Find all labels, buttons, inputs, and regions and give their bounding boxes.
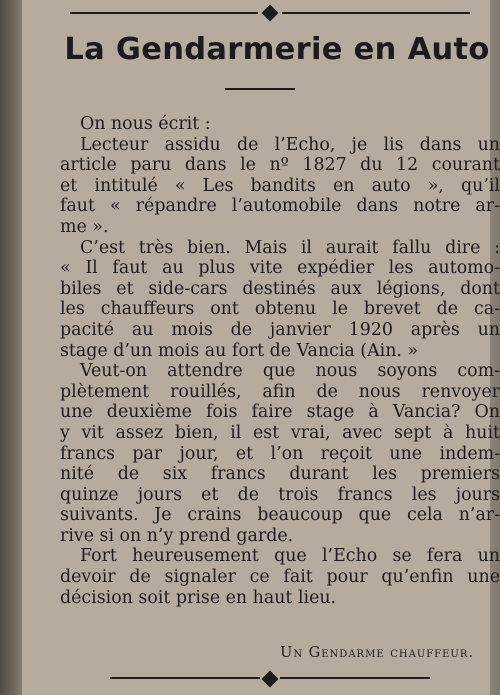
article-line: nité de six francs durant les premiers — [60, 464, 500, 485]
article-line: C’est très bien. Mais il aurait fallu dire : — [80, 237, 500, 258]
article-line: quinze jours et de trois francs les jours — [60, 484, 500, 505]
article-title: La Gendarmerie en Auto — [64, 32, 490, 67]
ornament-line-right — [282, 12, 470, 14]
ornament-line-left — [110, 677, 260, 679]
article-line: stage d’un mois au fort de Vancia (Ain. » — [60, 340, 419, 361]
article-line: biles et side-cars destinés aux légions, dont — [60, 278, 500, 299]
article-line: devoir de signaler ce fait pour qu’enfin une — [60, 567, 500, 588]
article-line: Lecteur assidu de l’Echo, je lis dans un — [80, 134, 500, 155]
article-line: une deuxième fois faire stage à Vancia? On — [60, 402, 500, 423]
article-line: pacité au mois de janvier 1920 après un — [60, 319, 500, 340]
article-line: francs par jour, et l’on reçoit une indem- — [60, 443, 500, 464]
article-body — [60, 114, 500, 608]
title-underline-rule — [225, 88, 295, 90]
article-line: plètement rouillés, afin de nous renvoyer — [60, 381, 500, 402]
article-line: décision soit prise en haut lieu. — [60, 587, 337, 608]
article-line: article paru dans le nº 1827 du 12 courant — [60, 155, 500, 176]
ornament-diamond — [262, 671, 279, 688]
article-line: les chauffeurs ont obtenu le brevet de ca- — [60, 299, 500, 320]
article-line: On nous écrit : — [80, 114, 211, 134]
article-line: et intitulé « Les bandits en auto », qu’il — [60, 175, 500, 196]
article-line: suivants. Je crains beaucoup que cela n’ar- — [60, 505, 500, 526]
article-line: faut « répandre l’automobile dans notre ar- — [60, 196, 500, 217]
ornament-line-right — [280, 677, 430, 679]
article-line: y vit assez bien, il est vrai, avec sept à huit — [60, 422, 500, 443]
article-line: rive si on n’y prend garde. — [60, 525, 294, 546]
article-line: « Il faut au plus vite expédier les automo- — [60, 258, 500, 279]
ornament-line-left — [70, 12, 258, 14]
article-line: Fort heureusement que l’Echo se fera un — [80, 546, 500, 567]
article-line: me ». — [60, 216, 109, 237]
article-signature: Un Gendarme chauffeur. — [280, 645, 474, 661]
ornament-diamond — [262, 5, 279, 22]
top-ornament-rule — [70, 6, 470, 20]
newspaper-page — [22, 0, 500, 695]
article-line: Veut-on attendre que nous soyons com- — [80, 361, 500, 382]
bottom-ornament-rule — [110, 671, 430, 689]
